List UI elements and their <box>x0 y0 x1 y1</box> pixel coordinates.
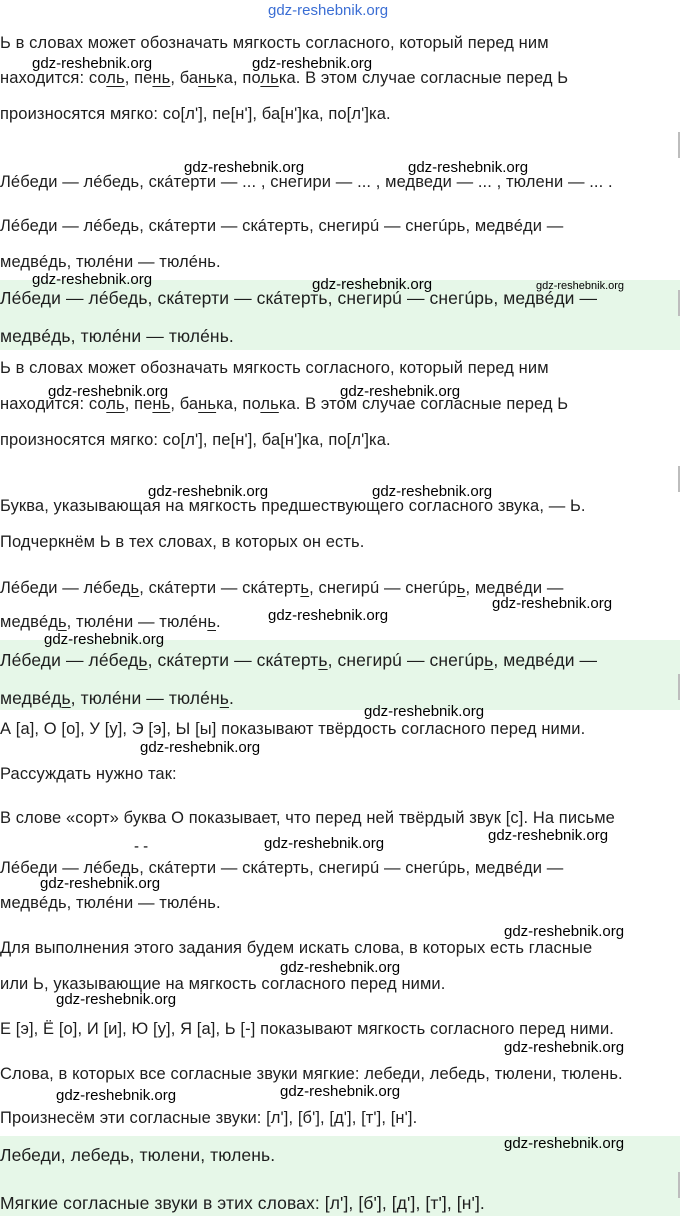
text-segment: , тюлéни — тюлéн <box>70 688 220 708</box>
watermark: gdz-reshebnik.org <box>364 703 485 720</box>
watermark: gdz-reshebnik.org <box>280 959 401 976</box>
text-line: Подчеркнём Ь в тех словах, в которых он есть. <box>0 533 365 551</box>
text-segment: , снегирú — снегúр <box>309 579 457 597</box>
answer-line: Мягкие согласные звуки в этих словах: [л'], [б'], [д'], [т'], [н']. <box>0 1193 485 1213</box>
text-segment: , скáтерти — скáтерт <box>147 650 319 670</box>
text-line: Ь в словах может обозначать мягкость согласного, который перед ним <box>0 359 549 377</box>
underlined-soft-sign: ь <box>219 688 229 708</box>
answer-line-underlined <box>0 688 234 708</box>
underlined-soft-sign: ь <box>300 579 310 597</box>
underlined-soft-sign: ль <box>106 69 125 87</box>
exercise-line: Лéбеди — лéбедь, скáтерти — ... , снегири — ... , медведи — ... , тюлени — ... . <box>0 173 613 191</box>
text-segment: медвéд <box>0 613 58 631</box>
watermark: gdz-reshebnik.org <box>264 835 385 852</box>
answer-line-underlined <box>0 650 597 670</box>
watermark: gdz-reshebnik.org <box>408 159 529 176</box>
watermark: gdz-reshebnik.org <box>56 991 177 1008</box>
underlined-soft-sign: ь <box>138 650 148 670</box>
watermark: gdz-reshebnik.org <box>268 2 389 19</box>
underlined-soft-sign: ь <box>61 688 71 708</box>
text-segment: Лéбеди — лéбед <box>0 650 139 670</box>
text-line: произносятся мягко: со[л'], пе[н'], ба[н']ка, по[л']ка. <box>0 431 391 449</box>
watermark: gdz-reshebnik.org <box>56 1087 177 1104</box>
text-line: медвéдь, тюлéни — тюлéнь. <box>0 894 221 912</box>
watermark: gdz-reshebnik.org <box>280 1083 401 1100</box>
text-line: В слове «сорт» буква О показывает, что перед ней твёрдый звук [с]. На письме <box>0 809 615 827</box>
watermark: gdz-reshebnik.org <box>504 1039 625 1056</box>
underlined-soft-sign: ь <box>57 613 67 631</box>
text-segment: , ба <box>170 395 199 413</box>
text-segment: , пе <box>124 395 153 413</box>
watermark: gdz-reshebnik.org <box>48 383 169 400</box>
watermark: gdz-reshebnik.org <box>312 276 433 293</box>
underlined-soft-sign: ль <box>260 395 279 413</box>
underlined-soft-sign: нь <box>198 395 217 413</box>
text-segment: ка, по <box>216 69 261 87</box>
text-line: произносятся мягко: со[л'], пе[н'], ба[н']ка, по[л']ка. <box>0 105 391 123</box>
watermark: gdz-reshebnik.org <box>252 55 373 72</box>
text-segment: , скáтерти — скáтерт <box>139 579 301 597</box>
watermark: gdz-reshebnik.org <box>148 483 269 500</box>
watermark: gdz-reshebnik.org <box>340 383 461 400</box>
underlined-soft-sign: ь <box>456 579 466 597</box>
watermark: gdz-reshebnik.org <box>504 1135 625 1152</box>
watermark: gdz-reshebnik.org <box>268 607 389 624</box>
text-line: Лéбеди — лéбедь, скáтерти — скáтерть, снегирú — снегúрь, медвéди — <box>0 859 564 877</box>
text-segment: . <box>216 613 221 631</box>
underlined-soft-sign: нь <box>152 395 171 413</box>
text-segment: ка. В этом случае согласные перед Ь <box>278 395 569 413</box>
text-segment: Лéбеди — лéбед <box>0 579 131 597</box>
watermark: gdz-reshebnik.org <box>372 483 493 500</box>
text-line-underlined <box>0 612 221 632</box>
underlined-soft-sign: ль <box>260 69 279 87</box>
underlined-soft-sign: ь <box>130 579 140 597</box>
text-line: Е [э], Ё [о], И [и], Ю [у], Я [а], Ь [-] показывают мягкость согласного перед ними. <box>0 1020 614 1038</box>
text-line: Ь в словах может обозначать мягкость согласного, который перед ним <box>0 34 549 52</box>
watermark: gdz-reshebnik.org <box>492 595 613 612</box>
answer-line: Лебеди, лебедь, тюлени, тюлень. <box>0 1145 276 1165</box>
text-line: Произнесём эти согласные звуки: [л'], [б'], [д'], [т'], [н']. <box>0 1109 418 1127</box>
watermark: gdz-reshebnik.org <box>184 159 305 176</box>
text-line: или Ь, указывающие на мягкость согласного перед ними. <box>0 975 446 993</box>
watermark: gdz-reshebnik.org <box>32 271 153 288</box>
dash-mark: - - <box>134 838 149 855</box>
answer-line: медвéдь, тюлéни — тюлéнь. <box>0 326 234 346</box>
text-line: Для выполнения этого задания будем искать слова, в которых есть гласные <box>0 939 593 957</box>
text-segment: , снегирú — снегúр <box>327 650 485 670</box>
text-segment: ка, по <box>216 395 261 413</box>
text-line: Рассуждать нужно так: <box>0 765 177 783</box>
underlined-soft-sign: нь <box>198 69 217 87</box>
text-segment: . <box>228 688 234 708</box>
text-segment: медвéд <box>0 688 62 708</box>
watermark: gdz-reshebnik.org <box>32 55 153 72</box>
text-segment: , ба <box>170 69 199 87</box>
text-segment: находится: со <box>0 395 107 413</box>
underlined-soft-sign: ль <box>106 395 125 413</box>
text-segment: , тюлéни — тюлéн <box>66 613 208 631</box>
underlined-soft-sign: нь <box>152 69 171 87</box>
text-segment: ка. В этом случае согласные перед Ь <box>278 69 569 87</box>
text-segment: находится: со <box>0 69 107 87</box>
underlined-soft-sign: ь <box>484 650 494 670</box>
text-line: медвéдь, тюлéни — тюлéнь. <box>0 253 221 271</box>
watermark: gdz-reshebnik.org <box>504 923 625 940</box>
text-segment: , медвéди — <box>493 650 598 670</box>
text-line: А [а], О [о], У [у], Э [э], Ы [ы] показывают твёрдость согласного перед ними. <box>0 720 586 738</box>
watermark: gdz-reshebnik.org <box>44 631 165 648</box>
watermark: gdz-reshebnik.org <box>40 875 161 892</box>
watermark: gdz-reshebnik.org <box>140 739 261 756</box>
text-line: Лéбеди — лéбедь, скáтерти — скáтерть, снегирú — снегúрь, медвéди — <box>0 217 564 235</box>
underlined-soft-sign: ь <box>318 650 328 670</box>
watermark: gdz-reshebnik.org <box>536 280 625 292</box>
text-segment: , медвéди — <box>465 579 564 597</box>
text-line: Буква, указывающая на мягкость предшествующего согласного звука, — Ь. <box>0 497 586 515</box>
text-segment: , пе <box>124 69 153 87</box>
watermark: gdz-reshebnik.org <box>488 827 609 844</box>
text-line: Слова, в которых все согласные звуки мягкие: лебеди, лебедь, тюлени, тюлень. <box>0 1065 623 1083</box>
underlined-soft-sign: ь <box>207 613 217 631</box>
answer-line: Лéбеди — лéбедь, скáтерти — скáтерть, снегирú — снегúрь, медвéди — <box>0 288 598 308</box>
text-line-underlined <box>0 578 563 598</box>
